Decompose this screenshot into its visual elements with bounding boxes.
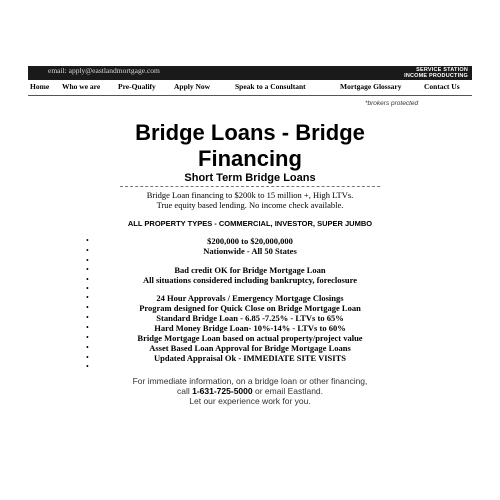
brand-logo: [404, 67, 468, 79]
intro-line-1: Bridge Loan financing to $200k to 15 million +, High LTVs.: [146, 190, 354, 200]
bullet-icon: •: [86, 256, 89, 265]
brand-line-2: INCOME PRODUCTING: [404, 73, 468, 79]
dashed-divider: [120, 186, 380, 187]
nav-who-we-are[interactable]: Who we are: [62, 82, 101, 91]
contact-email-text: or email Eastland.: [252, 386, 324, 396]
brokers-note: *brokers protected: [365, 100, 419, 107]
feature-line: All situations considered including bankruptcy, foreclosure: [143, 275, 357, 285]
bullet-icon: •: [86, 303, 89, 312]
nav-contact-us[interactable]: Contact Us: [424, 82, 460, 91]
feature-line: Bad credit OK for Bridge Mortgage Loan: [174, 265, 326, 275]
bullet-icon: •: [86, 313, 89, 322]
bullet-icon: •: [86, 343, 89, 352]
feature-line: Program designed for Quick Close on Bridge Mortgage Loan: [139, 303, 361, 313]
bullet-icon: •: [86, 323, 89, 332]
nav-home[interactable]: Home: [30, 82, 50, 91]
bullet-icon: •: [86, 353, 89, 362]
nav-divider: [28, 95, 472, 96]
top-bar: [28, 66, 472, 80]
phone-number[interactable]: 1-631-725-5000: [192, 386, 253, 396]
bullet-icon: •: [86, 275, 89, 284]
bullet-icon: •: [86, 236, 89, 245]
feature-line: Bridge Mortgage Loan based on actual property/project value: [137, 333, 363, 343]
feature-line: Standard Bridge Loan - 6.85 -7.25% - LTVs to 65%: [156, 313, 344, 323]
nav-mortgage-glossary[interactable]: Mortgage Glossary: [340, 82, 402, 91]
feature-line: $200,000 to $20,000,000: [207, 236, 293, 246]
contact-info: [50, 376, 450, 406]
feature-line: 24 Hour Approvals / Emergency Mortgage Closings: [156, 293, 344, 303]
bullet-icon: •: [86, 362, 89, 371]
bullet-icon: •: [86, 284, 89, 293]
bullet-icon: •: [86, 265, 89, 274]
bullet-icon: •: [86, 333, 89, 342]
contact-line-1: For immediate information, on a bridge loan or other financing,: [132, 376, 368, 386]
title-line-2: Financing: [198, 146, 302, 171]
contact-call-label: call: [176, 386, 193, 396]
nav-apply-now[interactable]: Apply Now: [174, 82, 211, 91]
feature-line: Nationwide - All 50 States: [203, 246, 297, 256]
page-subtitle: Short Term Bridge Loans: [184, 172, 316, 184]
bullet-icon: •: [86, 293, 89, 302]
intro-line-2: True equity based lending. No income check available.: [156, 200, 344, 210]
bullet-icon: •: [86, 246, 89, 255]
intro-text: [50, 190, 450, 210]
contact-line-3: Let our experience work for you.: [189, 396, 311, 406]
feature-line: Asset Based Loan Approval for Bridge Mortgage Loans: [149, 343, 351, 353]
email-link[interactable]: email: apply@eastlandmortgage.com: [48, 66, 160, 75]
brand-line-1: SERVICE STATION: [416, 67, 468, 73]
feature-line: Hard Money Bridge Loan- 10%-14% - LTVs to 60%: [154, 323, 346, 333]
page-title: [50, 120, 450, 172]
property-types: ALL PROPERTY TYPES - COMMERCIAL, INVESTOR, SUPER JUMBO: [127, 219, 373, 228]
nav-speak-to-consultant[interactable]: Speak to a Consultant: [235, 82, 306, 91]
contact-line-2: [50, 386, 450, 396]
title-line-1: Bridge Loans - Bridge: [135, 120, 365, 145]
nav-pre-qualify[interactable]: Pre-Qualify: [118, 82, 156, 91]
feature-line: Updated Appraisal Ok - IMMEDIATE SITE VISITS: [154, 353, 346, 363]
main-nav: [28, 82, 472, 94]
